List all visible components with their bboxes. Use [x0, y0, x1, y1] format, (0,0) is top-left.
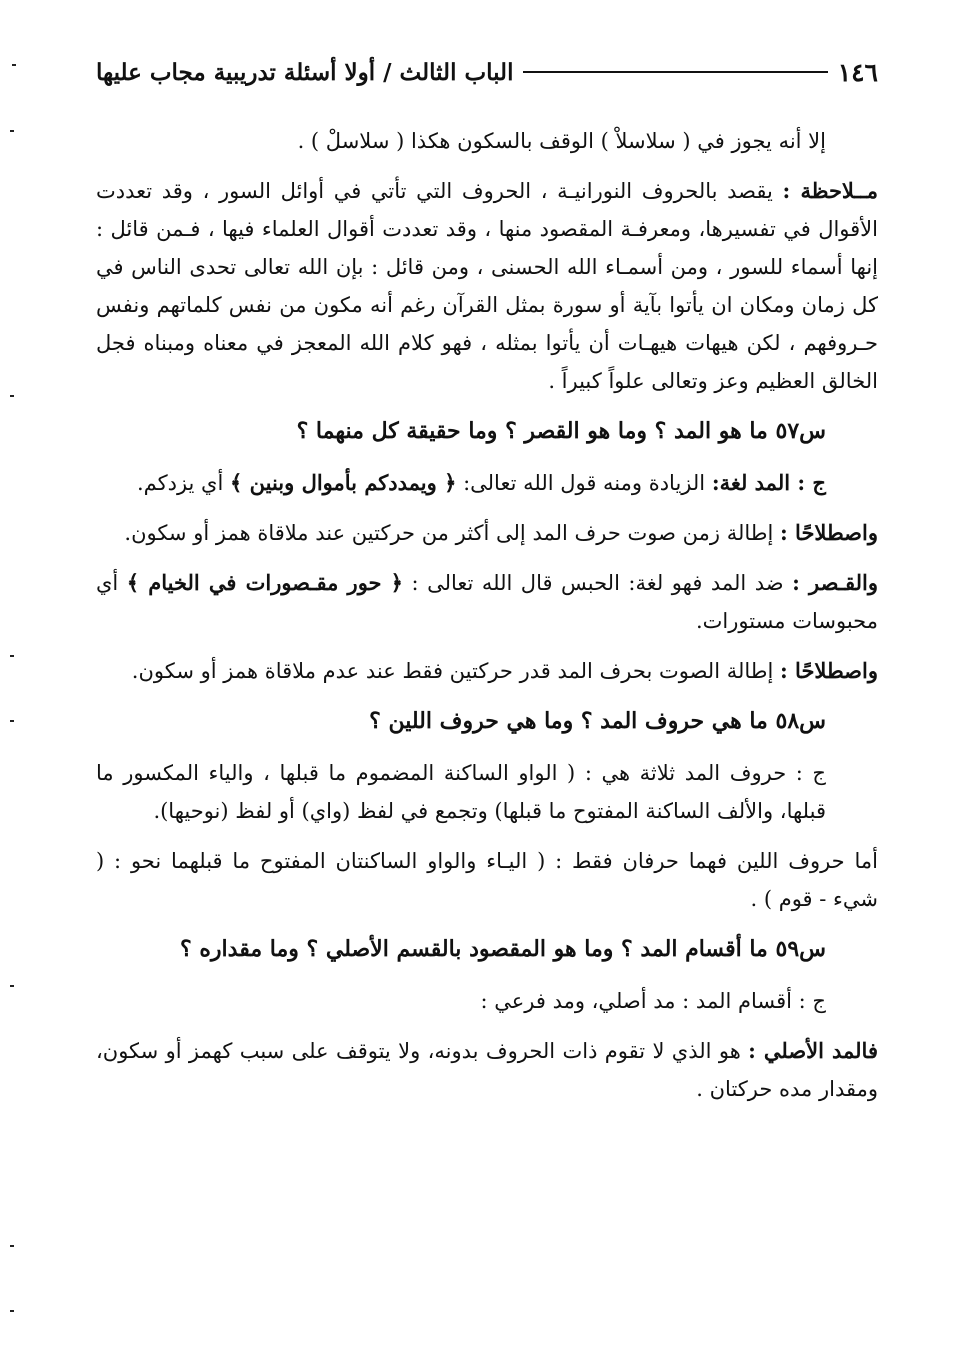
margin-mark [10, 130, 14, 132]
paragraph-intro: إلا أنه يجوز في ( سلاسلاْ ) الوقف بالسكون هكذا ( سلاسلْ ) . [297, 129, 826, 153]
quran-quote-2: ﴿ حور مقـصورات في الخيام ﴾ [126, 570, 403, 595]
qasr-tail: أي محبوسات مستورات. [96, 571, 878, 633]
page-body [96, 122, 878, 1120]
margin-mark [10, 1245, 14, 1247]
quran-quote-1: ﴿ ويمددكم بأموال وبنين ﴾ [230, 470, 457, 495]
margin-mark [10, 720, 14, 722]
note-text: يقصد بالحروف النورانيـة ، الحروف التي تأتي في أوائل السور ، وقد تعددت الأقوال في تفسيرها، ومعرفـة المقصود منها ، وقد تعددت أقوال العلماء فيها ، فـمن قائل : إنها أسماء للسور ، ومن أسمـاء الله الحسنى ، ومن قائل : بإن الله تعالى تحدى الناس في كل زمان ومكان ان يأتوا بآية أو سورة بمثل القرآن رغم أنه مكون من نفس كلماتهم ونفس حـروفهم ، لكن هيهات هيهـات أن يأتوا بمثله ، فهو كلام الله المعجز في معناه ومبناه فجل الخالق العظيم وعز وتعالى علواً كبيراً . [96, 179, 878, 393]
header-rule [523, 71, 827, 73]
answer-57-tail: أي يزدكم. [136, 471, 230, 495]
term-lead-1: واصطلاحًا : [779, 520, 878, 545]
margin-mark [10, 395, 14, 397]
term-text-1: إطالة زمن صوت حرف المد إلى أكثر من حركتين عند ملاقاة همز أو سكون. [124, 521, 780, 545]
question-59: س٥٩ ما أقسام المد ؟ وما هو المقصود بالقسم الأصلي ؟ وما مقداره ؟ [180, 936, 826, 962]
margin-mark [10, 985, 14, 987]
definition-qasr [96, 564, 878, 640]
qasr-lead: والقـصر : [792, 570, 878, 595]
margin-mark [10, 655, 14, 657]
term-text-2: إطالة الصوت بحرف المد قدر حركتين فقط عند عدم ملاقاة همز أو سكون. [131, 659, 780, 683]
question-57: س٥٧ ما هو المد ؟ وما هو القصر ؟ وما حقيقة كل منهما ؟ [296, 418, 826, 444]
answer-58: ج : حروف المد ثلاثة هي : ( الواو الساكنة المضموم ما قبلها ، والياء المكسور ما قبلها، والألف الساكنة المفتوح ما قبلها) وتجمع في لفظ (واي) أو لفظ (نوحيها). [96, 761, 826, 823]
page-header [96, 52, 878, 92]
answer-57-lead: ج : المد لغة: [711, 470, 826, 495]
answer-59: ج : أقسام المد : مد أصلي، ومد فرعي : [480, 989, 826, 1013]
definition-qasr-term [96, 652, 878, 690]
page-number: ١٤٦ [837, 57, 878, 87]
paragraph-note [96, 172, 878, 400]
asli-text: هو الذي لا تقوم ذات الحروف بدونه، ولا يتوقف على سبب كهمز أو سكون، ومقدار مده حركتان . [96, 1039, 878, 1101]
definition-asli [96, 1032, 878, 1108]
asli-lead: فالمد الأصلي : [748, 1038, 878, 1063]
chapter-title: الباب الثالث / أولا أسئلة تدريبية مجاب عليها [96, 58, 514, 86]
answer-57 [96, 464, 878, 502]
answer-58-lin: أما حروف اللين فهما حرفان فقط : ( اليـاء والواو الساكنتان المفتوح ما قبلهما نحو : ( شيء - قوم ) . [96, 849, 878, 911]
qasr-text: ضد المد فهو لغة: الحبس قال الله تعالى : [402, 571, 793, 595]
question-58: س٥٨ ما هي حروف المد ؟ وما هي حروف اللين ؟ [369, 708, 826, 734]
margin-mark [10, 1310, 14, 1312]
margin-mark [12, 64, 16, 66]
term-lead-2: واصطلاحًا : [779, 658, 878, 683]
answer-57-text: الزيادة ومنه قول الله تعالى: [456, 471, 712, 495]
definition-madd-term [96, 514, 878, 552]
note-lead: مــلاحظة : [782, 178, 879, 203]
